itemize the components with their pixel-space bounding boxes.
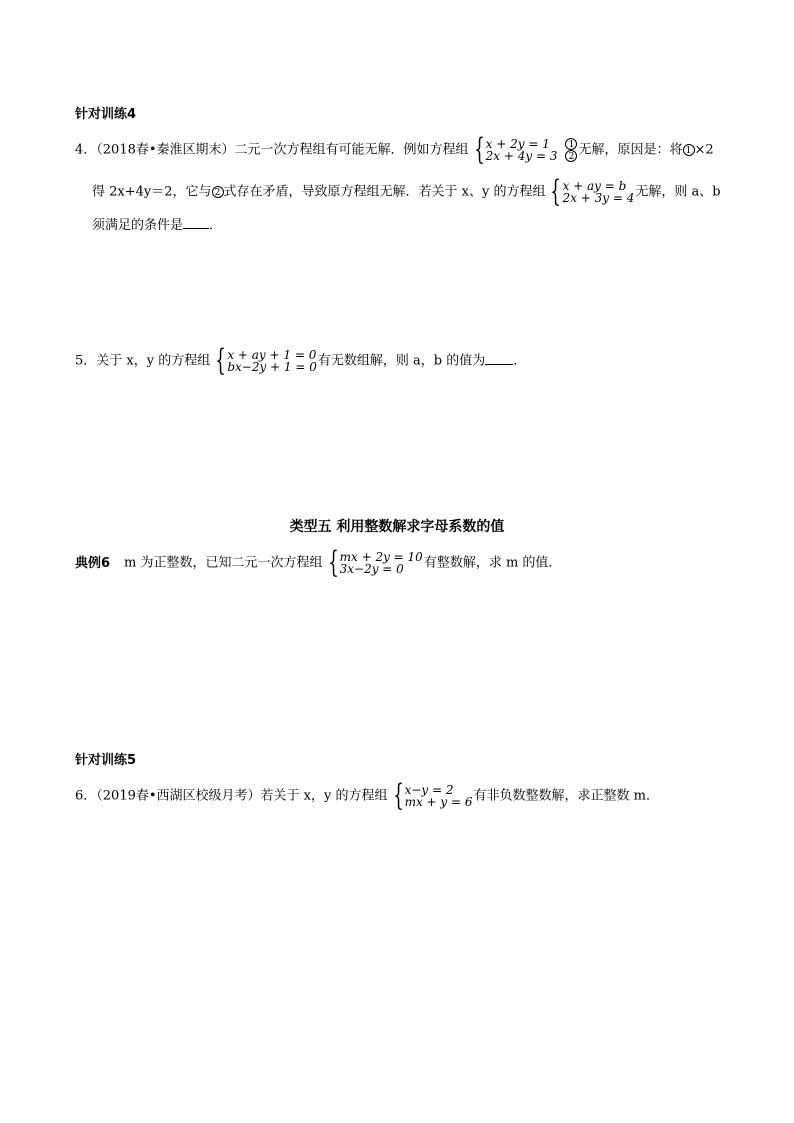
question-4-equation-system — [546, 174, 635, 209]
question-6-text-b: 有非负数整数解，求正整数 m． — [473, 788, 659, 804]
question-6 — [75, 778, 659, 813]
type-5-heading: 类型五 利用整数解求字母系数的值 — [289, 519, 505, 535]
question-4-equation-2: 2x + 3y = 4 — [562, 191, 635, 205]
question-5-text-a: 关于 x，y 的方程组 — [96, 353, 211, 369]
example-6-text-a: m 为正整数，已知二元一次方程组 — [124, 555, 323, 571]
question-4-text-d: 无解，则 a、b — [635, 184, 721, 200]
example-6-text-b: 有整数解，求 m 的值． — [423, 555, 562, 571]
example-6 — [75, 545, 562, 580]
example-6-equation-1: mx + 2y = 10 — [339, 550, 423, 564]
question-6-source: （2019春•西湖区校级月考） — [96, 788, 261, 804]
question-4-text-b: 无解，原因是：将 — [578, 142, 683, 158]
question-5 — [75, 343, 527, 378]
question-4-text-end: ． — [209, 218, 223, 233]
section-heading-training-5: 针对训练5 — [75, 753, 137, 768]
answer-blank-q4 — [183, 216, 209, 229]
section-heading-training-4: 针对训练4 — [75, 107, 137, 122]
example-equation-system — [470, 132, 578, 167]
answer-blank-q5 — [485, 352, 513, 365]
question-6-equation-1: x−y = 2 — [404, 783, 454, 797]
question-5-equation-2: bx−2y + 1 = 0 — [227, 360, 317, 374]
brace-icon: { — [473, 132, 485, 167]
question-4-equation-1: x + ay = b — [562, 179, 627, 193]
circled-ref-2: 2 — [212, 186, 224, 198]
example-equation-2: 2x + 4y = 3 — [485, 149, 558, 163]
question-4-text-b2: ×2 — [694, 142, 714, 158]
question-5-text-b: 有无数组解，则 a，b 的值为 — [317, 353, 486, 369]
question-5-equation-system — [211, 343, 317, 378]
question-6-number: 6． — [75, 788, 97, 804]
question-5-text-end: ． — [513, 353, 527, 369]
question-4-text-a: 二元一次方程组有可能无解．例如方程组 — [234, 142, 469, 158]
question-4-text-c: 得 2x+4y＝2，它与 — [92, 184, 212, 200]
question-4-line-2 — [92, 174, 721, 209]
question-6-equation-system — [389, 778, 473, 813]
question-5-number: 5． — [75, 353, 97, 369]
question-4-line-1 — [75, 132, 714, 167]
example-6-equation-2: 3x−2y = 0 — [339, 562, 404, 576]
brace-icon: { — [327, 545, 339, 580]
brace-icon: { — [392, 778, 404, 813]
question-4-text-e: 须满足的条件是 — [92, 218, 184, 233]
question-5-equation-1: x + ay + 1 = 0 — [227, 348, 317, 362]
question-4-source: （2018春•秦淮区期末） — [96, 142, 235, 158]
circled-mark-2: 2 — [565, 150, 577, 162]
example-6-label: 典例6 — [75, 555, 111, 571]
circled-mark-1: 1 — [565, 138, 577, 150]
brace-icon: { — [550, 174, 562, 209]
question-4-line-3 — [92, 216, 222, 236]
question-4-text-c2: 式存在矛盾，导致原方程组无解．若关于 x、y 的方程组 — [223, 184, 546, 200]
question-4-number: 4． — [75, 142, 97, 158]
circled-ref-1: 1 — [683, 144, 695, 156]
question-6-text-a: 若关于 x，y 的方程组 — [260, 788, 388, 804]
example-6-equation-system — [324, 545, 423, 580]
question-6-equation-2: mx + y = 6 — [404, 795, 473, 809]
brace-icon: { — [215, 343, 227, 378]
example-equation-1: x + 2y = 1 — [485, 137, 550, 151]
